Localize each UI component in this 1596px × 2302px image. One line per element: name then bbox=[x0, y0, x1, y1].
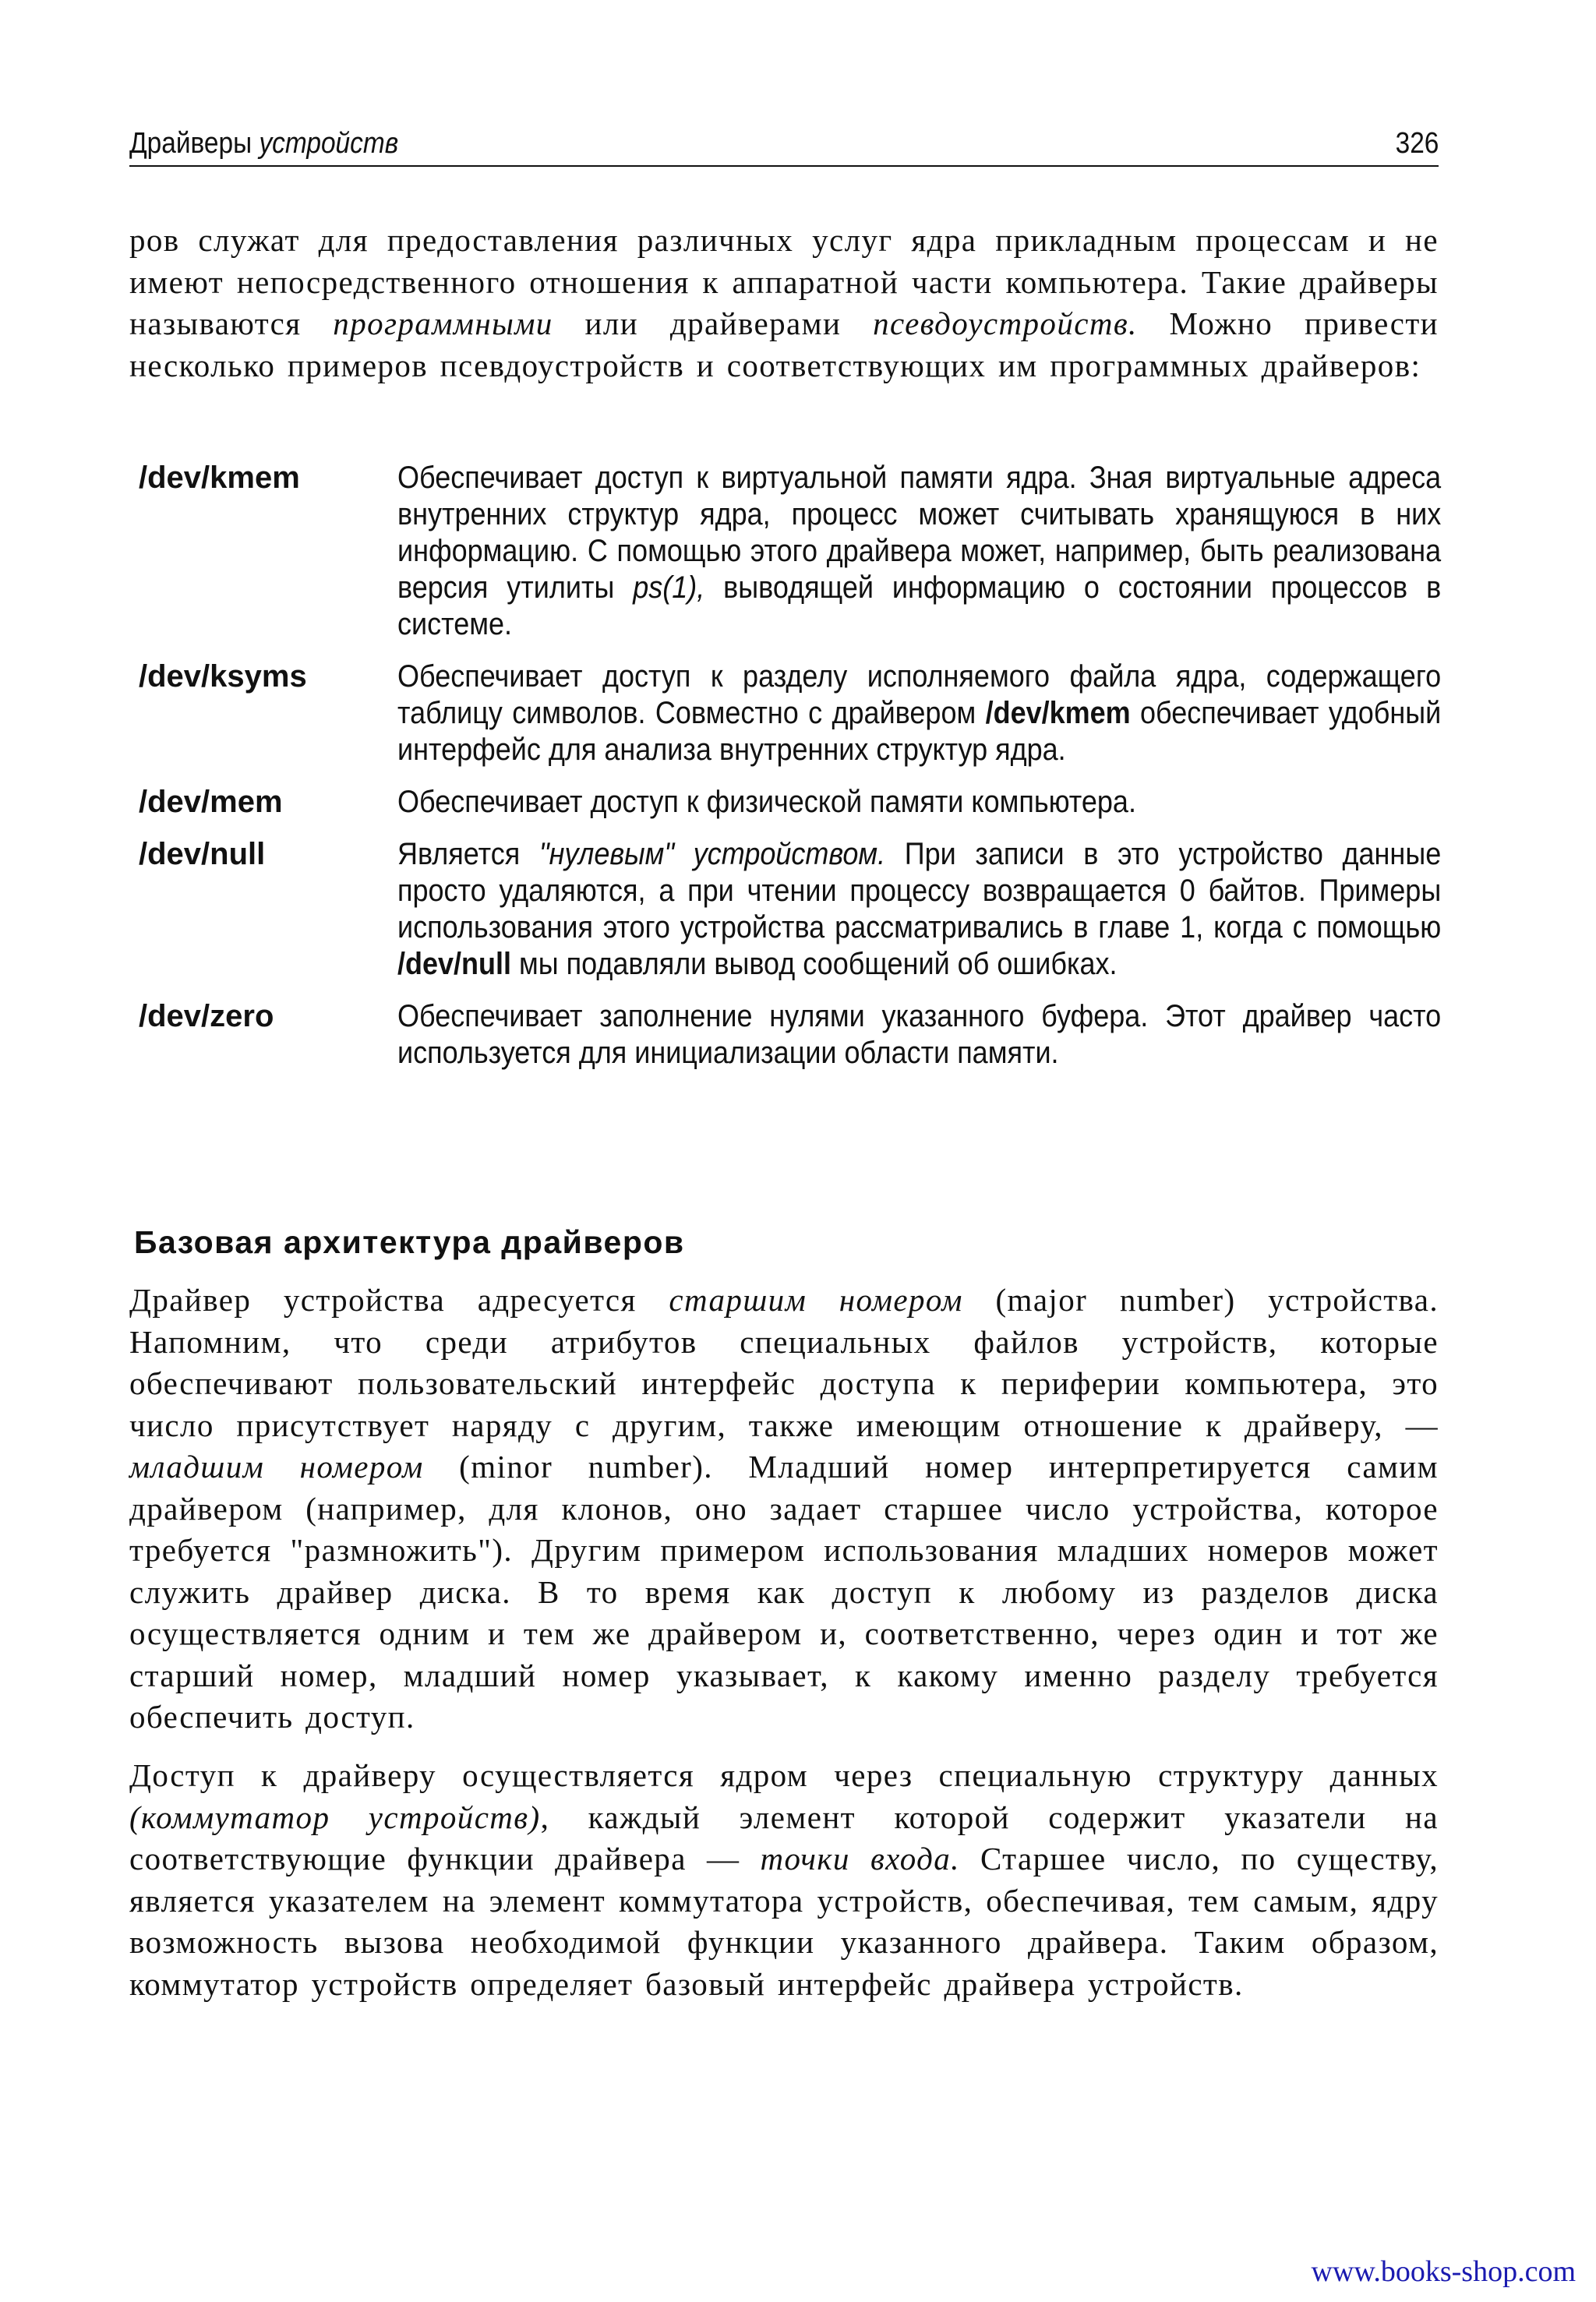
definition-item-null bbox=[129, 836, 1442, 983]
definition-term: /dev/mem bbox=[139, 785, 283, 819]
paragraph-text: Доступ к драйверу осуществляется ядром через специальную структуру данных bbox=[129, 1757, 1439, 1793]
intro-text-1: ров служат для предоставления различных услуг ядра прикладным процессам и не имеют непосредственного отношения к аппаратной части компьютера. Такие драйверы называются bbox=[129, 222, 1439, 341]
definition-description bbox=[397, 658, 1441, 768]
definition-text: Обеспечивает доступ к разделу исполняемого файла ядра, содержащего таблицу символов. Совместно с драйвером bbox=[397, 659, 1442, 730]
intro-italic-1: программными bbox=[333, 305, 553, 341]
definition-bold: /dev/kmem bbox=[985, 696, 1131, 730]
paragraph-text: Старшее число, по существу, является указателем на элемент коммутатора устройств, обеспечивая, тем самым, ядру возможность вызова необходимой функции указанного драйвера. Таким образом, коммутатор устройств определяет базовый интерфейс драйвера устройств. bbox=[129, 1841, 1439, 2002]
definition-italic: ps(1), bbox=[633, 570, 705, 605]
definition-bold: /dev/null bbox=[397, 947, 512, 981]
definition-term: /dev/ksyms bbox=[139, 659, 307, 694]
page-number: 326 bbox=[1395, 127, 1439, 160]
section-heading: Базовая архитектура драйверов bbox=[134, 1224, 685, 1260]
header-section-word: Драйверы bbox=[129, 127, 252, 160]
running-header bbox=[129, 122, 1439, 167]
intro-italic-2: псевдоустройств. bbox=[873, 305, 1138, 341]
definition-description bbox=[397, 998, 1441, 1072]
intro-paragraph bbox=[129, 220, 1439, 387]
paragraph-italic: (коммутатор устройств) bbox=[129, 1799, 541, 1835]
paragraph-device-switch bbox=[129, 1755, 1439, 2005]
definition-description bbox=[397, 784, 1441, 821]
paragraph-italic: старшим номером bbox=[669, 1282, 963, 1318]
definition-text: обеспечивает удобный интерфейс для анализа внутренних структур ядра. bbox=[397, 696, 1442, 767]
paragraph-text: (major number) устройства. Напомним, что среди атрибутов специальных файлов устройств, которые обеспечивают пользовательский интерфейс доступа к периферии компьютера, это число присутствует наряду с другим, также имеющим отношение к драйверу, — bbox=[129, 1282, 1439, 1443]
definition-text: Является bbox=[397, 837, 539, 871]
definition-item-ksyms bbox=[129, 658, 1442, 768]
device-definition-list bbox=[129, 460, 1442, 1087]
definition-text: Обеспечивает доступ к виртуальной памяти ядра. Зная виртуальные адреса внутренних структур ядра, процесс может считывать хранящуюся в них информацию. С помощью этого драйвера может, например, быть реализована версия утилиты bbox=[397, 461, 1442, 605]
paragraph-italic: точки входа. bbox=[760, 1841, 960, 1877]
definition-text: выводящей информацию о состоянии процессов в системе. bbox=[397, 570, 1442, 641]
definition-description bbox=[397, 836, 1441, 983]
definition-term: /dev/kmem bbox=[139, 461, 300, 495]
definition-text: Обеспечивает заполнение нулями указанного буфера. Этот драйвер часто используется для инициализации области памяти. bbox=[397, 999, 1442, 1070]
definition-item-zero bbox=[129, 998, 1442, 1072]
paragraph-text: , каждый элемент которой содержит указатели на соответствующие функции драйвера — bbox=[129, 1799, 1439, 1877]
definition-text: Обеспечивает доступ к физической памяти компьютера. bbox=[397, 785, 1136, 819]
definition-item-kmem bbox=[129, 460, 1442, 643]
definition-item-mem bbox=[129, 784, 1439, 821]
header-section-title bbox=[129, 122, 398, 165]
definition-description bbox=[397, 460, 1441, 643]
definition-text: мы подавляли вывод сообщений об ошибках. bbox=[511, 947, 1118, 981]
definition-italic: "нулевым" устройством. bbox=[538, 837, 886, 871]
paragraph-text: Драйвер устройства адресуется bbox=[129, 1282, 669, 1318]
intro-text-3: Можно привести несколько примеров псевдоустройств и соответствующих им программных драйверов: bbox=[129, 305, 1439, 383]
definition-term: /dev/zero bbox=[139, 999, 274, 1033]
definition-term: /dev/null bbox=[139, 837, 266, 871]
paragraph-text: (minor number). Младший номер интерпретируется самим драйвером (например, для клонов, оно задает старшее число устройства, которое требуется "размножить"). Другим примером использования младших номеров может служить драйвер диска. В то время как доступ к любому из разделов диска осуществляется одним и тем же драйвером и, соответственно, через один и тот же старший номер, младший номер указывает, к какому именно разделу требуется обеспечить доступ. bbox=[129, 1449, 1439, 1735]
header-section-word-italic: устройств bbox=[259, 127, 399, 160]
paragraph-major-minor bbox=[129, 1280, 1439, 1739]
intro-text-2: или драйверами bbox=[553, 305, 874, 341]
paragraph-italic: младшим номером bbox=[129, 1449, 424, 1485]
definition-text: При записи в это устройство данные просто удаляются, а при чтении процессу возвращается 0 байтов. Примеры использования этого устройства рассматривались в главе 1, когда с помощью bbox=[397, 837, 1442, 944]
site-link[interactable]: www.books-shop.com bbox=[1311, 2255, 1576, 2288]
